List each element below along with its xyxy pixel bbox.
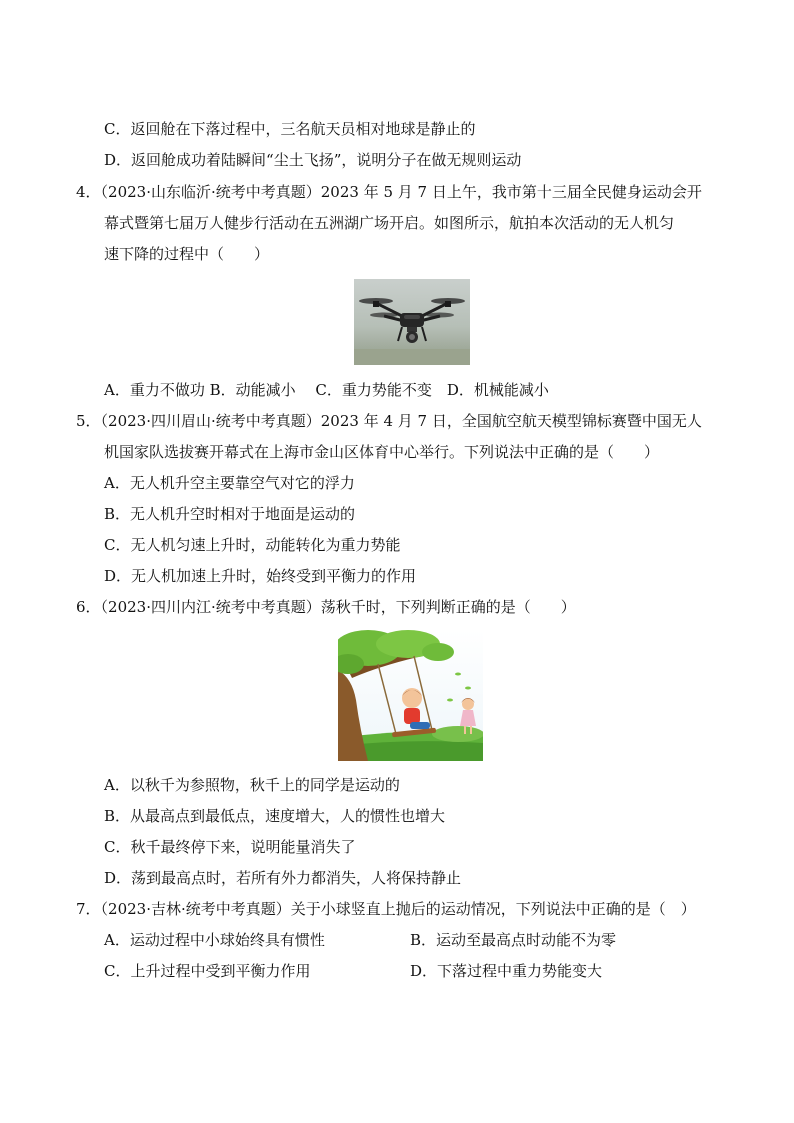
q6-option-b: B．从最高点到最低点，速度增大，人的惯性也增大 [104, 807, 446, 825]
q5-stem-line-2: 机国家队选拔赛开幕式在上海市金山区体育中心举行。下列说法中正确的是（ ） [104, 443, 660, 461]
q4-stem-line-3: 速下降的过程中（ ） [104, 245, 270, 263]
swing-illustration [338, 630, 483, 761]
q7-option-c: C．上升过程中受到平衡力作用 [104, 962, 311, 980]
q5-option-b: B．无人机升空时相对于地面是运动的 [104, 505, 356, 523]
q7-option-d: D．下落过程中重力势能变大 [410, 962, 603, 980]
q6-option-d: D．荡到最高点时，若所有外力都消失，人将保持静止 [104, 869, 462, 887]
drone-photo [354, 279, 470, 365]
q3-option-d: D．返回舱成功着陆瞬间“尘土飞扬”，说明分子在做无规则运动 [104, 151, 522, 169]
q4-options: A．重力不做功 B．动能减小 C．重力势能不变 D．机械能减小 [104, 381, 549, 399]
q7-stem-line-1: 7．（2023·吉林·统考中考真题）关于小球竖直上抛后的运动情况，下列说法中正确的是（ ） [76, 900, 696, 918]
swing-icon [338, 630, 483, 761]
q4-stem-line-1: 4．（2023·山东临沂·统考中考真题）2023 年 5 月 7 日上午，我市第十三届全民健身运动会开 [76, 183, 702, 201]
q7-option-a: A．运动过程中小球始终具有惯性 [104, 931, 325, 949]
q6-stem-line-1: 6．（2023·四川内江·统考中考真题）荡秋千时，下列判断正确的是（ ） [76, 598, 576, 616]
q7-option-b: B．运动至最高点时动能不为零 [410, 931, 617, 949]
q5-option-c: C．无人机匀速上升时，动能转化为重力势能 [104, 536, 401, 554]
q3-option-c: C．返回舱在下落过程中，三名航天员相对地球是静止的 [104, 120, 476, 138]
q4-stem-line-2: 幕式暨第七届万人健步行活动在五洲湖广场开启。如图所示，航拍本次活动的无人机匀 [104, 214, 675, 232]
drone-icon [354, 279, 470, 365]
q6-option-a: A．以秋千为参照物，秋千上的同学是运动的 [104, 776, 400, 794]
q5-option-d: D．无人机加速上升时，始终受到平衡力的作用 [104, 567, 417, 585]
q6-option-c: C．秋千最终停下来，说明能量消失了 [104, 838, 356, 856]
q5-stem-line-1: 5．（2023·四川眉山·统考中考真题）2023 年 4 月 7 日，全国航空航天模型锦标赛暨中国无人 [76, 412, 702, 430]
q5-option-a: A．无人机升空主要靠空气对它的浮力 [104, 474, 355, 492]
